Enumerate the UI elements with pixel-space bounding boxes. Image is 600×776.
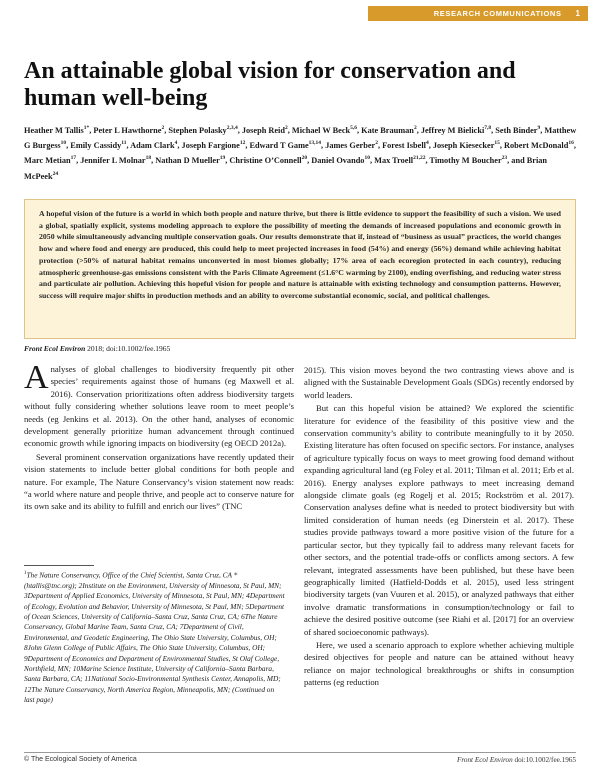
footer-divider [24, 752, 576, 753]
author-name: , Marc Metian [24, 140, 576, 166]
author-affiliation: 2 [413, 125, 417, 131]
footnote-divider [24, 565, 94, 566]
author-name: , Max Troell [369, 156, 414, 166]
author-affiliation: 1* [83, 125, 90, 131]
author-name: , Jeffrey M Bielicki [416, 125, 485, 135]
section-label: RESEARCH COMMUNICATIONS [433, 9, 562, 18]
author-name: , Edward T Game [245, 140, 309, 150]
article-citation [24, 344, 170, 353]
abstract-box [24, 199, 576, 339]
author-affiliation: 16 [568, 140, 574, 147]
author-name: , Seth Binder [491, 125, 538, 135]
author-affiliation: 23 [501, 155, 508, 162]
footer-doi: doi:10.1002/fee.1965 [512, 756, 576, 764]
citation-doi: 2018; doi:10.1002/fee.1965 [85, 344, 171, 353]
citation-journal: Front Ecol Environ [24, 344, 86, 353]
author-affiliation: 5,6 [350, 125, 357, 131]
author-affiliation: 7,8 [484, 125, 492, 131]
footer-journal: Front Ecol Environ [456, 756, 513, 764]
author-name: , Forest Isbell [377, 140, 426, 150]
author-name: , Adam Clark [126, 140, 175, 150]
author-name: , Joseph Fargione [177, 140, 240, 150]
author-affiliation: 10 [364, 155, 370, 162]
section-header-bar [368, 6, 588, 21]
author-name: , and Brian McPeek [24, 156, 548, 181]
author-list [24, 122, 580, 183]
author-affiliation: 2,3,4 [226, 125, 238, 131]
author-name: , James Gerber [321, 140, 376, 150]
abstract-text: A hopeful vision of the future is a world in which both people and nature thrive, but there is little evidence to support the feasibility of such a vision. We used a global, spatially explicit, systems modeling approach to explore the possibility of meeting the demands of increased populations and economic growth in 2050 while simultaneously advancing multiple conservation goals. Our results demonstrate that if, instead of “business as usual” practices, the world changes how and where food and energy are produced, this could help to meet projected increases in food (54%) and energy (56%) demand while achieving habitat protection (>50% of natural habitat remains unconverted in most biomes globally; 17% area of each ecoregion protected in each country), reducing atmospheric greenhouse-gas emissions consistent with the Paris Climate Agreement (≤1.6°C warming by 2100), ending overfishing, and reducing water stress and particulate air pollution. Achieving this hopeful vision for people and nature is attainable with existing technology and consumption patterns. However, success will require major shifts in production methods and an ability to overcome substantial economic, social, and political challenges. [39, 209, 561, 300]
author-name: , Nathan D Mueller [151, 156, 220, 166]
footnote-text: The Nature Conservancy, Office of the Chief Scientist, Santa Cruz, CA *(htallis@tnc.org); 2Institute on the Environment, University of Minnesota, St Paul, MN; 3Department of Applied Economics, University of Minnesota, St Paul, MN; 4Department of Ecology, Evolution and Behavior, University of Minnesota, St Paul, MN; 5Department of Ocean Sciences, University of California–Santa Cruz, Santa Cruz, CA; 6The Nature Conservancy, Global Marine Team, Santa Cruz, CA; 7Department of Civil, Environmental, and Geodetic Engineering, The Ohio State University, Columbus, OH; 8John Glenn College of Public Affairs, The Ohio State University, Columbus, OH; 9Department of Economics and Department of Environmental Studies, St Olaf College, Northfield, MN; 10Marine Science Institute, University of California–Santa Barbara, Santa Barbara, CA; 11National Socio-Environmental Synthesis Center, Annapolis, MD; 12The Nature Conservancy, North America Region, Minneapolis, MN; (Continued on last page) [24, 570, 285, 705]
body-paragraph [24, 359, 294, 450]
author-affiliation: 9 [537, 125, 541, 131]
body-paragraph: Several prominent conservation organizations have recently updated their vision statements to include better global conditions for both people and nature. For example, The Nature Conservancy’s vision statement now reads: “a world where nature and people thrive, and people act to conserve nature for its own sake and its ability to fulfill and enrich our lives” (TNC [24, 451, 294, 512]
author-affiliation: 17 [70, 155, 77, 162]
author-name: , Jennifer L Molnar [76, 156, 146, 166]
body-paragraph: 2015). This vision moves beyond the two contrasting views above and is aligned with the Sustainable Development Goals (SDGs) recently endorsed by world leaders. [304, 365, 574, 400]
author-affiliation: 24 [52, 170, 59, 177]
author-affiliation: 21,22 [413, 155, 426, 162]
author-affiliation: 20 [301, 155, 308, 162]
author-affiliation: 19 [219, 155, 226, 162]
author-affiliation: 2 [284, 125, 288, 131]
author-affiliation: 15 [494, 140, 500, 147]
footnote-marker: 1 [24, 571, 27, 576]
body-paragraph: But can this hopeful vision be attained? We explored the scientific literature for evidence of the feasibility of this positive view and the conservation community’s ability to contribute meaningfully to it by 2050. Existing literature has often focused on specific sectors. For instance, analyses of agriculture typically focus on ways to meet growing food demand without expanding agricultural land (eg Foley et al. 2011; Tilman et al. 2011; Erb et al. 2016). Energy analyses explore pathways to meet increasing demand alongside climate goals (eg Rogelj et al. 2015; Rockström et al. 2017). Conservation analyses define what is needed to protect biodiversity but with limited consideration of human needs (eg Dinerstein et al. 2017). These studies provide pathways toward a more positive vision of the future for a particular sector, but they typically fail to address many relevant facets for other sectors, and the potential trade-offs or conflicts among sectors. A few relevant, integrated assessments have been published, but these have been geographically limited (Hatfield-Dodds et al. 2015), used less stringent biodiversity targets (van Vuuren et al. 2015), or analyzed pathways that either involve dramatic transformations in consumption/technology or fail to achieve the desired positive outcome (see Riahi et al. [2017] for an overview of shared socioeconomic pathways). [304, 403, 574, 637]
author-affiliation: 4 [174, 140, 178, 147]
author-affiliation: 2 [161, 125, 165, 131]
author-affiliation: 18 [145, 155, 152, 162]
body-column-left [24, 359, 294, 514]
author-name: , Daniel Ovando [307, 156, 365, 166]
drop-cap: A [24, 359, 49, 396]
author-name: Heather M Tallis [24, 125, 84, 135]
author-name: , Joseph Reid [237, 125, 285, 135]
page-number: 1 [575, 9, 580, 18]
author-name: , Timothy M Boucher [425, 156, 502, 166]
author-name: , Michael W Beck [287, 125, 351, 135]
affiliation-footnotes [24, 569, 286, 706]
author-name: , Robert McDonald [499, 140, 569, 150]
author-affiliation: 13,14 [308, 140, 322, 147]
author-name: , Christine O’Connell [225, 156, 302, 166]
body-column-right [304, 364, 574, 690]
article-title: An attainable global vision for conservation and human well-being [24, 58, 516, 111]
author-affiliation: 10 [60, 140, 67, 147]
footer-citation [457, 756, 576, 764]
paragraph-text: nalyses of global challenges to biodiversity frequently pit other species’ requirements against those of humans (eg Maxwell et al. 2016). Conservation prioritizations often address biodiversity targets without fully considering whether solutions leave room to meet people’s needs (eg Jenkins et al. 2013). On the other hand, analyses of economic development generally prioritize human advancement through continued economic growth while ignoring impacts on biodiversity (eg OECD 2012a). [24, 364, 294, 449]
author-affiliation: 11 [121, 140, 127, 147]
author-affiliation: 2 [375, 140, 378, 147]
copyright-notice: © The Ecological Society of America [24, 756, 137, 763]
author-name: , Peter L Hawthorne [89, 125, 162, 135]
author-affiliation: 12 [239, 140, 246, 147]
author-name: , Joseph Kiesecker [428, 140, 495, 150]
author-name: , Kate Brauman [357, 125, 414, 135]
author-name: , Stephen Polasky [164, 125, 227, 135]
author-affiliation: 4 [425, 140, 429, 147]
author-name: , Matthew G Burgess [24, 125, 577, 150]
body-paragraph: Here, we used a scenario approach to explore whether achieving multiple desired objectives for people and nature can be attained without heavy reliance on major technological breakthroughs or shifts in consumption patterns (eg reduction [304, 639, 574, 688]
author-name: , Emily Cassidy [66, 140, 122, 150]
